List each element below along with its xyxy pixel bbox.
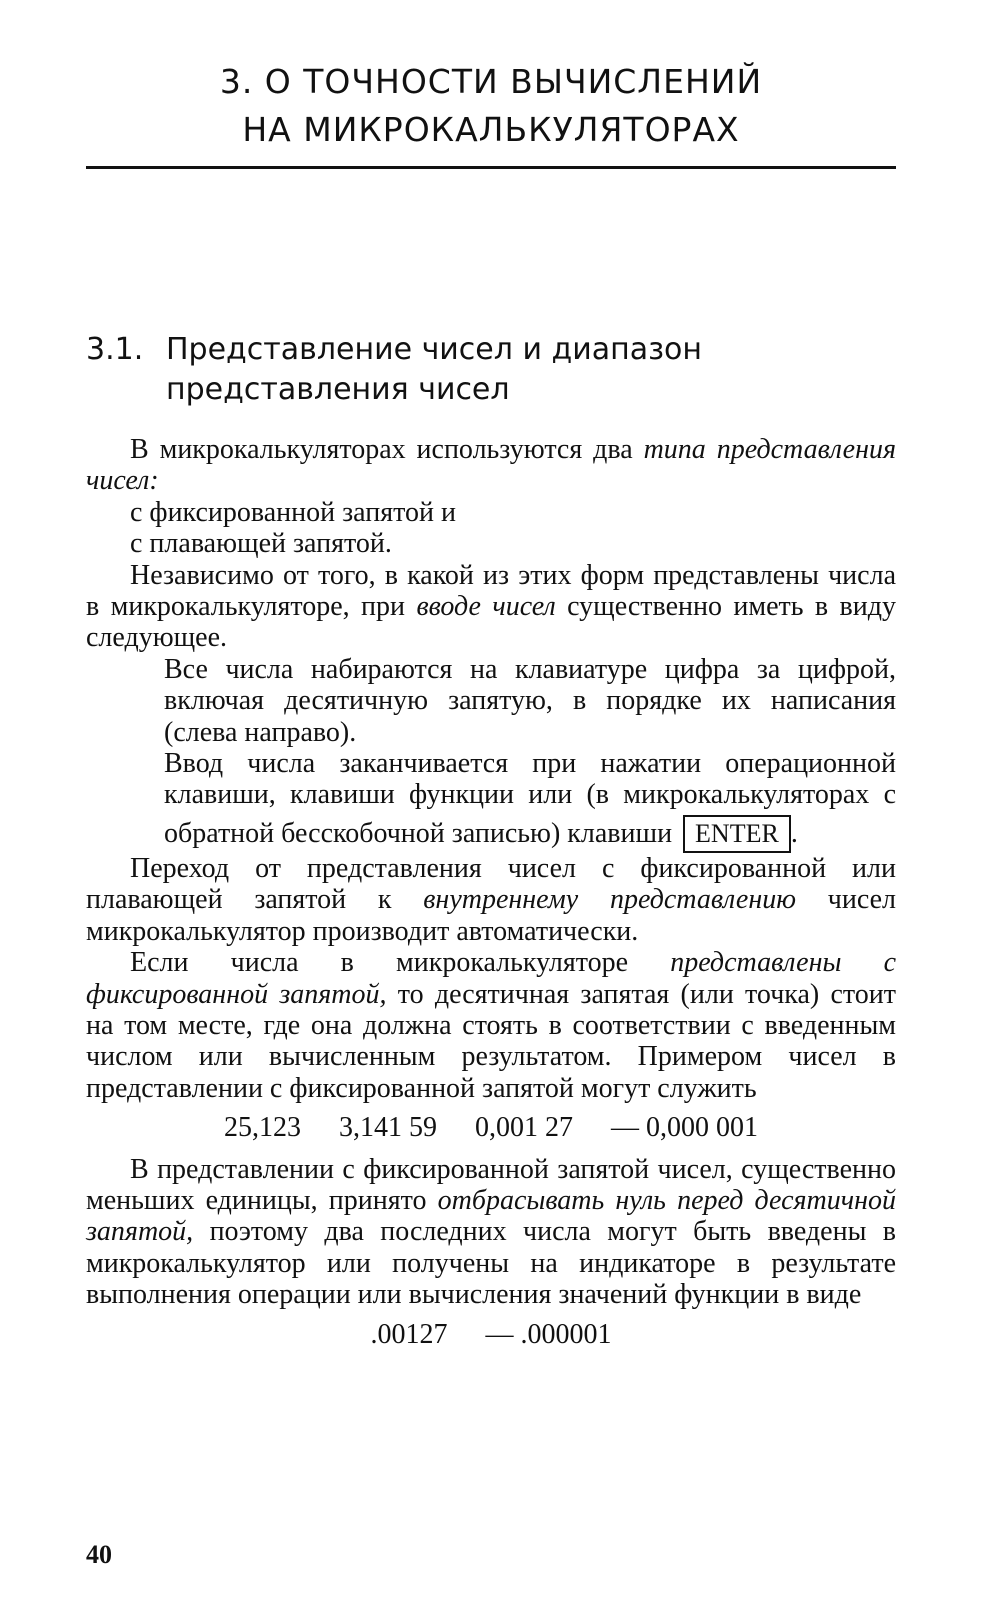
page-number: 40 [86,1540,112,1569]
paragraph-2 [86,560,896,654]
paragraph-1 [86,434,896,497]
paragraph-5 [86,1154,896,1311]
paragraph-2-text: Независимо от того, в какой из этих форм представлены числа в микрокалькуляторе, при [86,559,896,623]
paragraph-5-emphasis: отбрасывать нуль перед десятичной запятой, [86,1184,897,1248]
example-number: — .000001 [485,1318,612,1350]
paragraph-3-text-end: чисел микрокалькулятор производит автоматически. [86,884,896,947]
paragraph-4-text-end: то десятичная запятая (или точка) стоит на том месте, где она должна стоять в соответствии с введенным числом или вычисленным результатом. Примером чисел в представлении с фиксированной запятой могут служить [86,978,896,1104]
paragraph-4 [86,947,896,1104]
chapter-title [86,58,896,154]
list-item: с плавающей запятой. [130,528,392,560]
paragraph-2-emphasis: вводе чисел [416,591,556,623]
chapter-title-line-2: НА МИКРОКАЛЬКУЛЯТОРАХ [242,110,740,149]
input-rule-2-text: Ввод числа заканчивается при нажатии операционной клавиши, клавиши функции или (в микрокалькуляторах с обратной бесскобочной записью) клавиши [164,748,896,849]
example-number: — 0,000 001 [611,1112,758,1144]
paragraph-3-text: Переход от представления чисел с фиксированной или плавающей запятой к [86,852,896,916]
example-number: 0,001 27 [475,1112,573,1144]
chapter-title-line-1: 3. О ТОЧНОСТИ ВЫЧИСЛЕНИЙ [219,62,763,101]
list-item: с фиксированной запятой и [130,496,456,528]
paragraph-4-emphasis: представлены с фиксированной запятой, [86,947,896,1010]
paragraph-1-text: В микрокалькуляторах используются два [130,434,644,465]
paragraph-2-text-end: существенно иметь в виду следующее. [86,591,896,654]
chapter-rule [86,166,896,169]
paragraph-3-emphasis: внутреннему представлению [423,884,796,916]
paragraph-4-text: Если числа в микрокалькуляторе [130,947,671,979]
section-title: Представление чисел и диапазон представления чисел [166,332,703,407]
enter-key: ENTER [683,815,791,853]
example-number: 3,141 59 [339,1112,437,1144]
representation-types-list [130,497,896,560]
input-rule-1: Все числа набираются на клавиатуре цифра за цифрой, включая десятичную запятую, в порядке их написания (слева направо). [164,653,896,748]
section-number: 3.1. [86,332,144,367]
paragraph-1-emphasis: типа представления чисел: [86,434,896,497]
paragraph-5-text-end: поэтому два последних числа могут быть введены в микрокалькулятор или получены на индикаторе в результате выполнения операции или вычисления значений функции в виде [86,1216,896,1311]
leading-zero-dropped-examples [86,1319,896,1350]
example-number: .00127 [370,1318,448,1350]
input-rule-2-end: . [790,817,798,849]
paragraph-5-text: В представлении с фиксированной запятой чисел, существенно меньших единицы, принято [86,1153,896,1216]
paragraph-3 [86,853,896,947]
body-text [86,434,896,1360]
fixed-point-examples [86,1112,896,1143]
example-number: 25,123 [224,1112,301,1144]
input-rules [164,654,896,853]
input-rule-2 [164,748,896,853]
